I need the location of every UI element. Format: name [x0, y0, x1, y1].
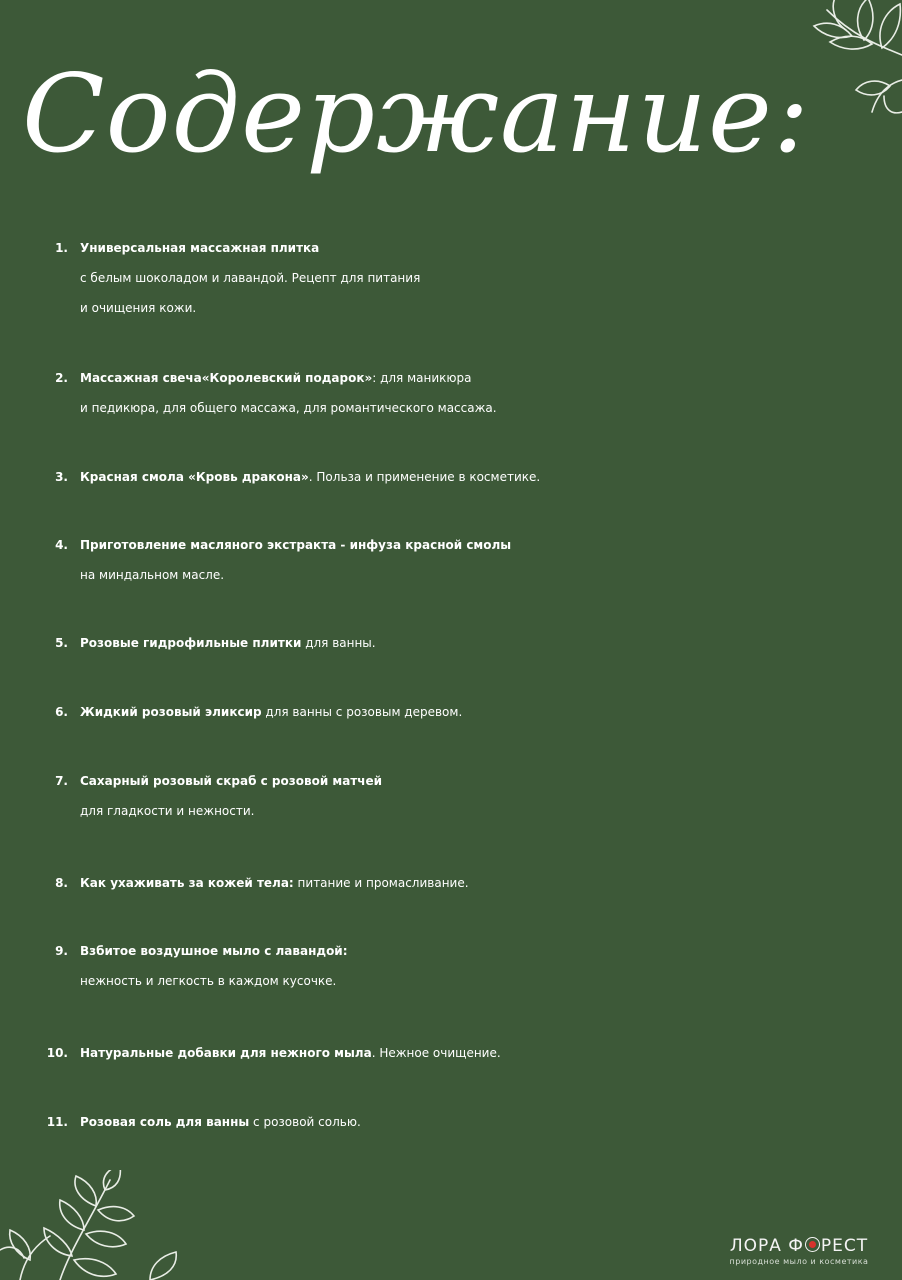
page-title: Содержание:	[22, 52, 811, 177]
item-number: 3.	[55, 470, 68, 484]
item-title-rest: . Нежное очищение.	[371, 1046, 501, 1060]
item-title-rest: . Польза и применение в косметике.	[308, 470, 541, 484]
item-title-bold: Взбитое воздушное мыло с лавандой:	[80, 944, 348, 958]
toc-item	[0, 462, 890, 492]
toc-item	[0, 766, 890, 826]
fern-leaves-icon	[0, 1170, 190, 1280]
logo-name-part: ЛОРА Ф	[729, 1236, 804, 1256]
item-title-rest: питание и промасливание.	[293, 876, 469, 890]
item-title-bold: Натуральные добавки для нежного мыла	[80, 1046, 372, 1060]
toc-item	[0, 530, 890, 590]
item-title-bold: Приготовление масляного экстракта - инфуза красной смолы	[80, 538, 512, 552]
toc-item	[0, 697, 890, 727]
item-number: 10.	[46, 1046, 68, 1060]
toc-item	[0, 233, 890, 323]
item-title-rest: для ванны.	[301, 636, 376, 650]
item-title-bold: Красная смола «Кровь дракона»	[80, 470, 309, 484]
toc-item	[0, 363, 890, 423]
item-number: 2.	[55, 371, 68, 385]
item-number: 5.	[55, 636, 68, 650]
item-number: 6.	[55, 705, 68, 719]
item-title-rest: с розовой солью.	[249, 1115, 361, 1129]
item-title-bold: Универсальная массажная плитка	[80, 241, 320, 255]
item-title-bold: Массажная свеча«Королевский подарок»	[80, 371, 373, 385]
item-continuation: на миндальном масле.	[80, 568, 225, 582]
item-number: 9.	[55, 944, 68, 958]
item-number: 7.	[55, 774, 68, 788]
item-title-bold: Жидкий розовый эликсир	[80, 705, 262, 719]
brand-logo	[724, 1236, 874, 1266]
item-title-bold: Как ухаживать за кожей тела:	[80, 876, 294, 890]
fern-leaves-icon	[772, 0, 902, 115]
item-continuation: и педикюра, для общего массажа, для романтического массажа.	[80, 401, 497, 415]
logo-name-part: РЕСТ	[820, 1236, 869, 1256]
item-number: 1.	[55, 241, 68, 255]
item-title-bold: Розовые гидрофильные плитки	[80, 636, 302, 650]
item-number: 11.	[46, 1115, 68, 1129]
logo-name	[724, 1236, 874, 1256]
toc-item	[0, 1107, 890, 1137]
toc-item	[0, 1038, 890, 1068]
item-number: 4.	[55, 538, 68, 552]
item-continuation: нежность и легкость в каждом кусочке.	[80, 974, 337, 988]
logo-tagline: природное мыло и косметика	[729, 1257, 869, 1266]
item-continuation: с белым шоколадом и лавандой. Рецепт для питания	[80, 271, 421, 285]
item-title-rest: для ванны с розовым деревом.	[261, 705, 463, 719]
item-title-rest: : для маникюра	[372, 371, 472, 385]
logo-o-dot-icon	[805, 1237, 820, 1252]
toc-item	[0, 868, 890, 898]
item-continuation: и очищения кожи.	[80, 301, 197, 315]
item-title-bold: Розовая соль для ванны	[80, 1115, 250, 1129]
item-continuation: для гладкости и нежности.	[80, 804, 255, 818]
item-number: 8.	[55, 876, 68, 890]
toc-item	[0, 628, 890, 658]
item-title-bold: Сахарный розовый скраб с розовой матчей	[80, 774, 383, 788]
toc-item	[0, 936, 890, 996]
